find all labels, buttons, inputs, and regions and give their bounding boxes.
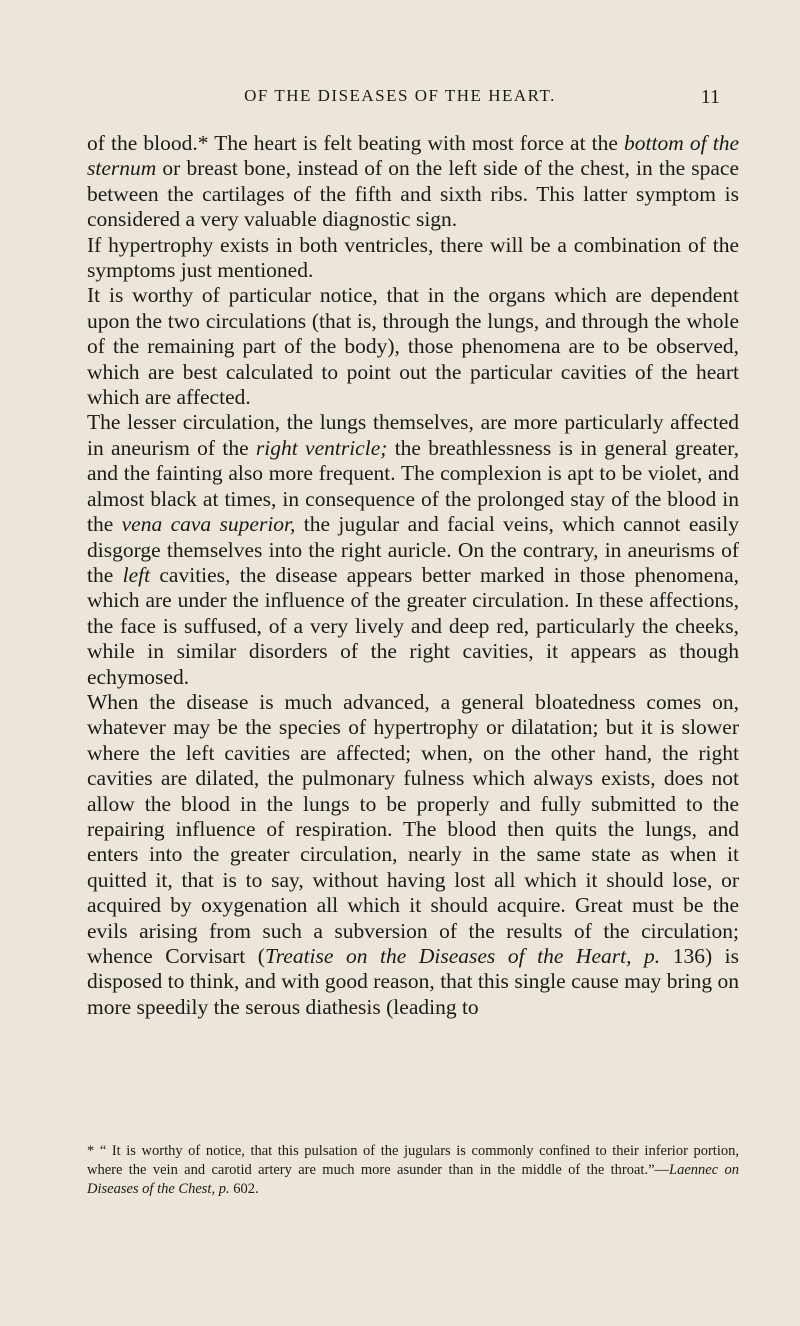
italic-text: Laennec on Diseases of the Chest, p. [87,1162,739,1197]
text-run: * “ It is worthy of notice, that this pulsation of the jugulars is commonly confined to their inferior portion, where the vein and carotid artery are much more asunder than in the middle of the throat.”— [87,1143,739,1178]
text-run: If hypertrophy exists in both ventricles, there will be a combination of the symptoms just mentioned. [87,232,739,283]
italic-text: bottom of the sternum [87,131,739,181]
text-run: 602. [229,1181,259,1197]
paragraph [87,410,739,689]
paragraph [87,131,739,233]
italic-text: vena cava superior, [121,512,296,537]
text-run: It is worthy of particular notice, that in the organs which are dependent upon the two circulations (that is, through the lungs, and through the whole of the remaining part of the body), those phenomena are to be observed, which are best calculated to point out the particular cavities of the heart which are affected. [87,283,739,410]
paragraph [87,233,739,284]
paragraph [87,283,739,410]
text-run: of the blood.* The heart is felt beating with most force at the [87,131,625,155]
text-run: cavities, the disease appears better marked in those phenomena, which are under the influence of the greater circulation. In these affections, the face is suffused, of a very lively and deep red, particularly the cheeks, while in similar disorders of the right cavities, it appears as though echymosed. [87,562,739,689]
text-run: or breast bone, instead of on the left side of the chest, in the space between the cartilages of the fifth and sixth ribs. This latter symptom is considered a very valuable diagnostic sign. [87,156,739,232]
italic-text: right ventricle; [255,435,388,460]
body-text [87,131,739,1020]
footnote [87,1142,739,1199]
page-number: 11 [700,86,720,108]
text-run: the breathlessness is in general greater, and the fainting also more frequent. The complexion is apt to be violet, and almost black at times, in consequence of the prolonged stay of the blood in the [87,435,739,537]
running-head [0,86,800,116]
italic-text: Treatise on the Diseases of the Heart, p. [264,944,661,968]
italic-text: left [122,562,151,587]
paragraph [87,690,739,1020]
text-run: 136) is disposed to think, and with good reason, that this single cause may bring on more speedily the serous diathesis (leading to [87,944,739,1019]
text-run: the jugular and facial veins, which cannot easily disgorge themselves into the right auricle. On the contrary, in aneurisms of the [87,512,740,587]
running-title: OF THE DISEASES OF THE HEART. [244,86,556,105]
text-run: The lesser circulation, the lungs themselves, are more particularly affected in aneurism of the [87,410,739,460]
text-run: When the disease is much advanced, a general bloatedness comes on, whatever may be the species of hypertrophy or dilatation; but it is slower where the left cavities are affected; when, on the other hand, the right cavities are dilated, the pulmonary fulness which always exists, does not allow the blood in the lungs to be properly and fully submitted to the repairing influence of respiration. The blood then quits the lungs, and enters into the greater circulation, nearly in the same state as when it quitted it, that is to say, without having lost all which it should lose, or acquired by oxygenation all which it should acquire. Great must be the evils arising from such a subversion of the results of the circulation; whence Corvisart ( [87,689,739,968]
